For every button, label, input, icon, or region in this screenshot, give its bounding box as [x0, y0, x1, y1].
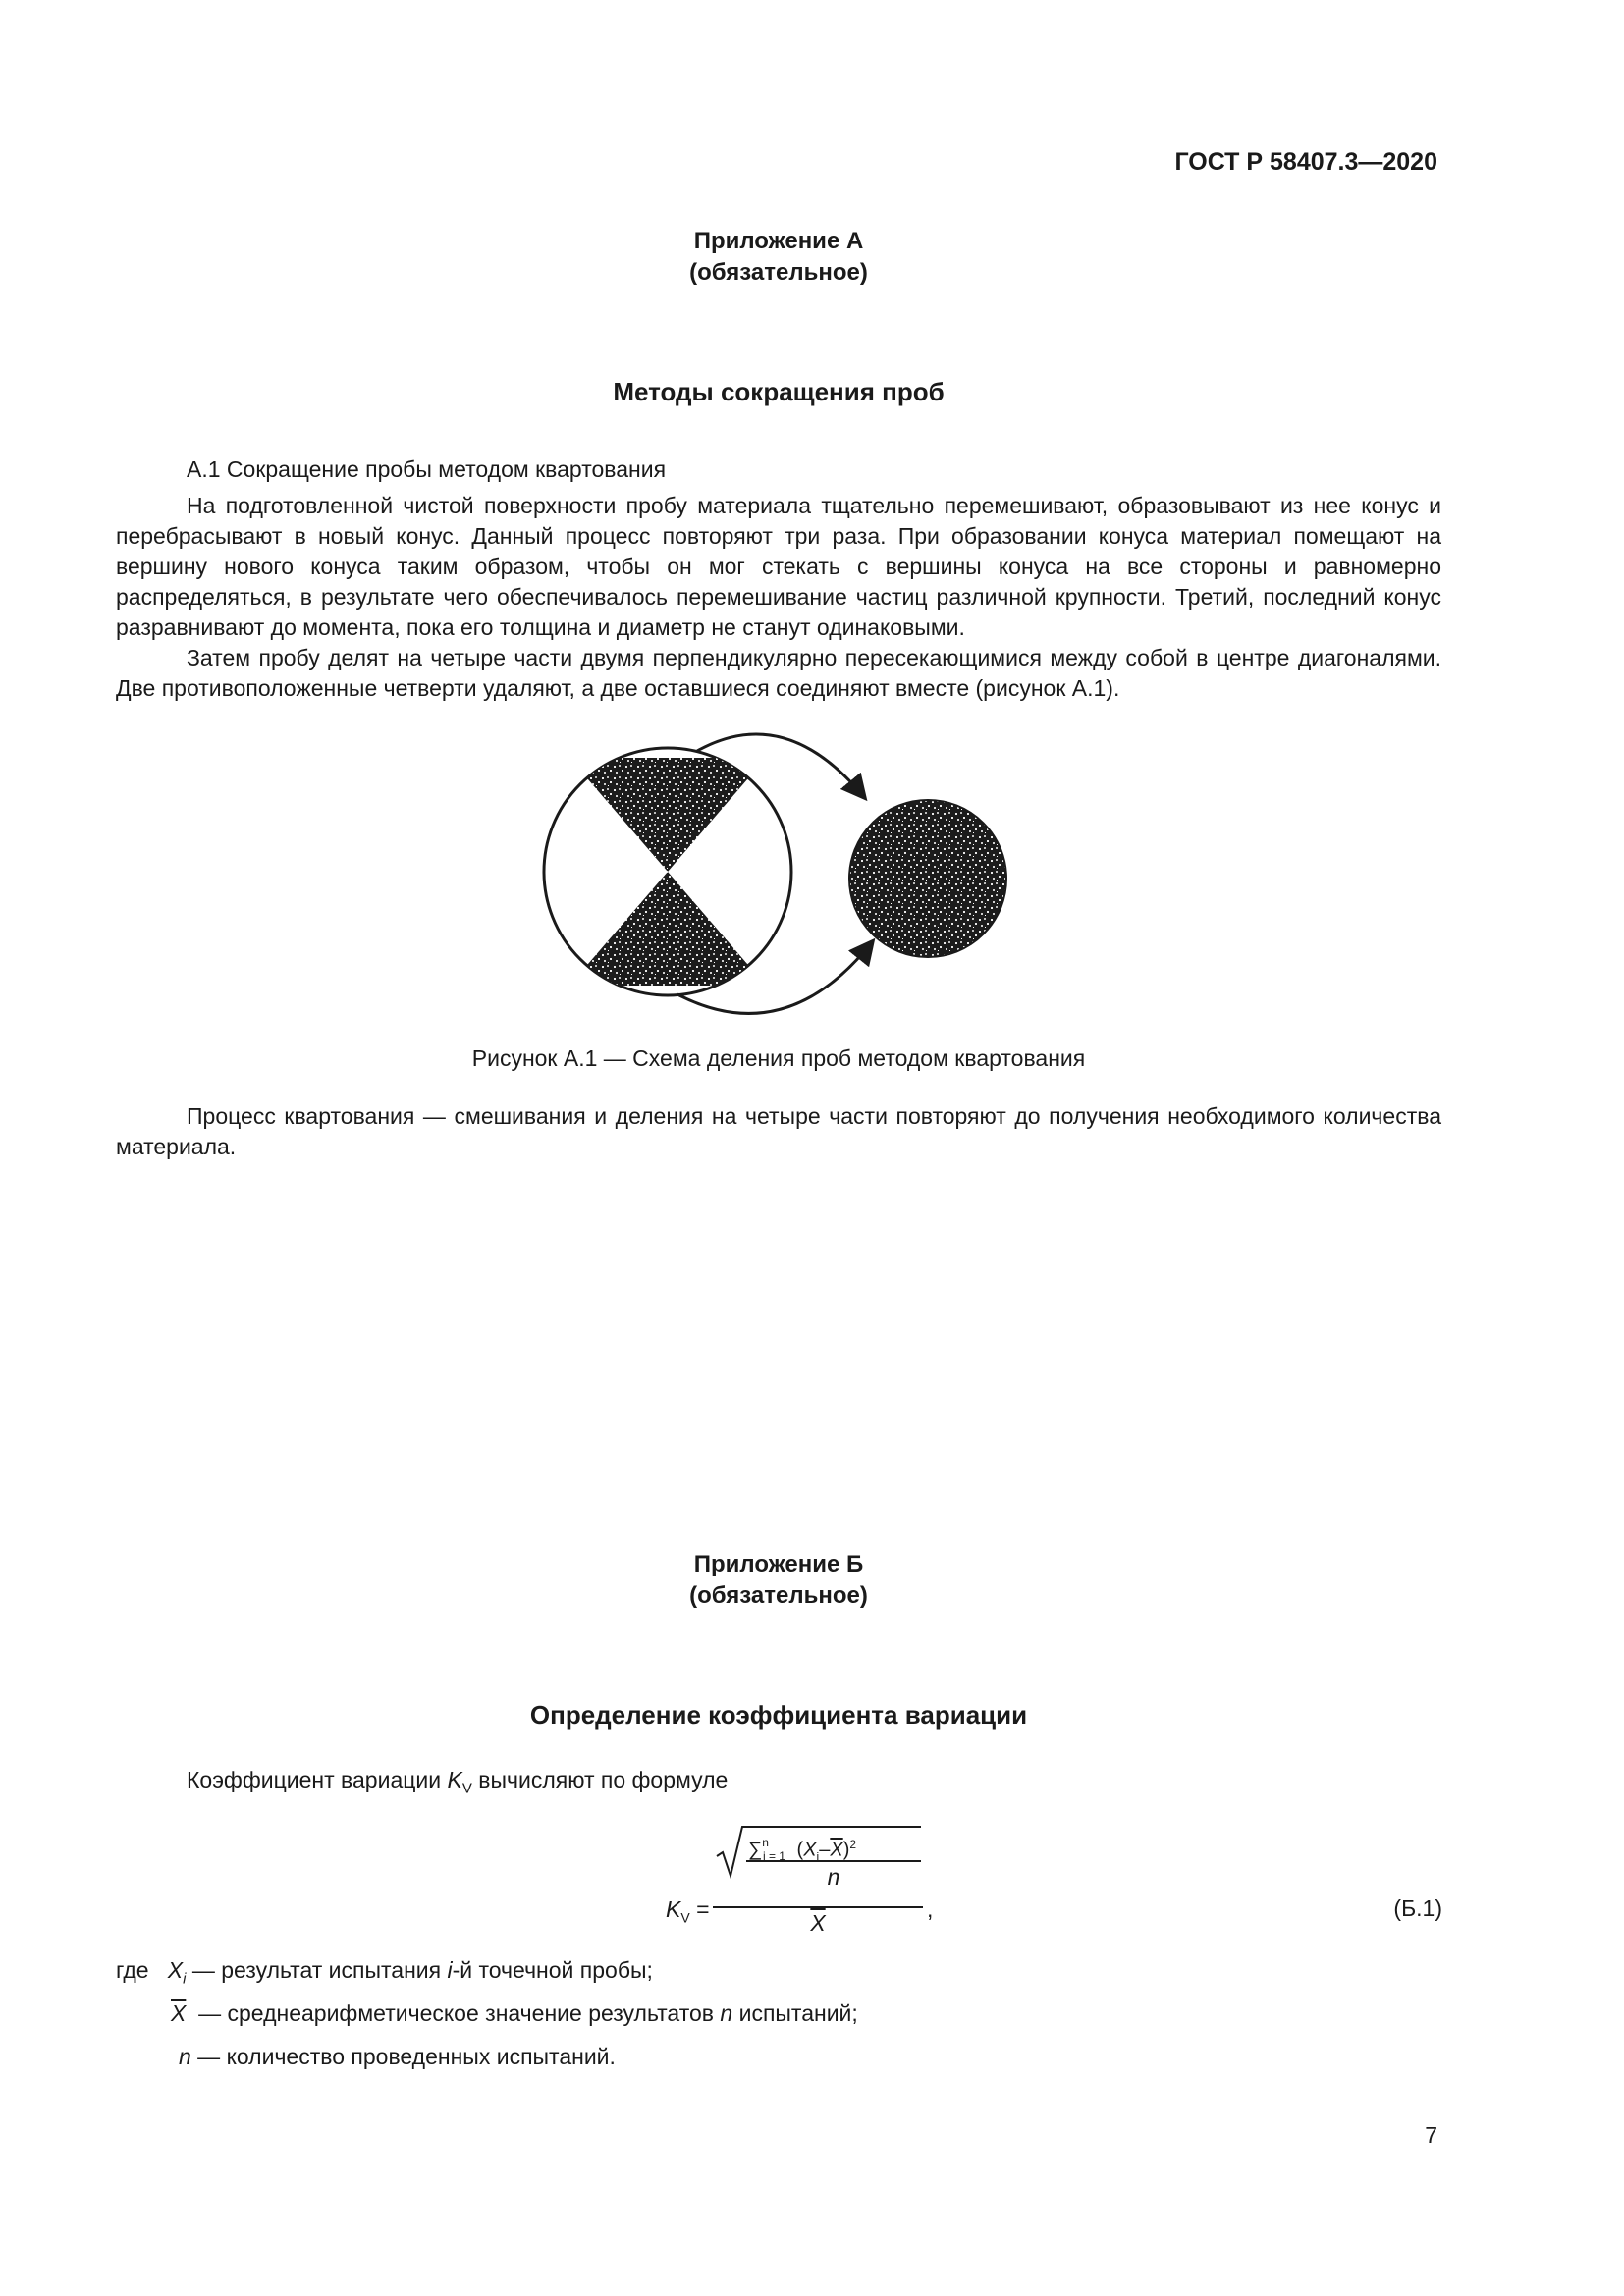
outer-denominator-symbol: $\overline{X}$ — [810, 1910, 826, 1936]
figure-caption: Рисунок А.1 — Схема деления проб методом квартования — [471, 1045, 1086, 1071]
formula-b1 — [628, 1821, 934, 1939]
annex-b-label: Приложение Б — [693, 1551, 864, 1577]
xbar-symbol: $\overline{X}$ — [830, 1839, 843, 1861]
where-item-xi — [116, 1955, 653, 1995]
xbar-def-symbol: $\overline{X}$ — [171, 2001, 187, 2026]
open-paren: ( — [796, 1839, 804, 1861]
xi-subscript: i — [816, 1849, 820, 1864]
xi-def-text: — результат испытания — [186, 1957, 448, 1983]
intro-symbol: K — [447, 1767, 462, 1792]
lhs-symbol: K — [666, 1896, 681, 1922]
equals-sign: = — [696, 1896, 710, 1922]
xbar-def-text: — среднеарифметическое значение результатов — [191, 2001, 721, 2026]
formula-lhs — [666, 1895, 710, 1934]
standard-code: ГОСТ Р 58407.3—2020 — [1174, 148, 1437, 176]
annex-a-label: Приложение А — [693, 228, 864, 254]
where-item-xbar — [171, 1999, 858, 2029]
where-item-n — [179, 2042, 616, 2072]
power-exponent: 2 — [849, 1838, 857, 1851]
paragraph-quartering: Затем пробу делят на четыре части двумя перпендикулярно пересекающимися между собой в центре диагоналями. Две противоположенные четверти удаляют, а две оставшиеся соединяют вместе (рисунок А.1). — [116, 645, 1441, 701]
xi-def-italic: i — [447, 1957, 453, 1983]
annex-a-status: (обязательное) — [689, 259, 868, 286]
annex-a-body — [116, 491, 1441, 704]
combined-sample-circle — [849, 800, 1006, 957]
sum-symbol: ∑ — [748, 1839, 763, 1861]
minus-sign: – — [819, 1839, 831, 1861]
inner-denominator — [746, 1862, 921, 1893]
formula-intro — [187, 1765, 728, 1804]
xi-def-subscript: i — [183, 1970, 187, 1988]
n-def-symbol: n — [179, 2044, 191, 2069]
sum-upper-limit: n — [762, 1835, 769, 1849]
outer-denominator — [713, 1908, 923, 1939]
annex-b-status: (обязательное) — [689, 1582, 868, 1609]
annex-b-title: Определение коэффициента вариации — [529, 1700, 1028, 1730]
xi-def-text-after: -й точечной пробы; — [452, 1957, 653, 1983]
inner-denominator-symbol: n — [827, 1864, 840, 1890]
paragraph-closing: Процесс квартования — смешивания и деления на четыре части повторяют до получения необходимого количества материала. — [116, 1103, 1441, 1159]
sum-lower-limit: i = 1 — [762, 1848, 785, 1863]
xi-symbol: X — [803, 1839, 817, 1861]
close-paren: ) — [842, 1839, 850, 1861]
equation-number: (Б.1) — [1393, 1896, 1442, 1921]
xbar-def-italic: n — [720, 2001, 733, 2026]
page-number: 7 — [1425, 2122, 1437, 2148]
subsection-a1-heading: А.1 Сокращение пробы методом квартования — [187, 456, 667, 482]
annex-a-title: Методы сокращения проб — [613, 377, 945, 406]
intro-suffix: вычисляют по формуле — [471, 1767, 729, 1792]
where-word: где — [116, 1957, 149, 1983]
lhs-subscript: V — [680, 1909, 690, 1926]
formula-comma: , — [927, 1896, 934, 1922]
annex-a-closing — [116, 1101, 1441, 1162]
xbar-def-text-after: испытаний; — [732, 2001, 858, 2026]
quartering-diagram — [530, 717, 1041, 1031]
paragraph-coning: На подготовленной чистой поверхности пробу материала тщательно перемешивают, образовывают из нее конус и перебрасывают в новый конус. Данный процесс повторяют три раза. При образовании конуса материал помещают на вершину нового конуса таким образом, чтобы он мог стекать с вершины конуса на все стороны и равномерно распределяться, в результате чего обеспечивалось перемешивание частиц различной крупности. Третий, последний конус разравнивают до момента, пока его толщина и диаметр не станут одинаковыми. — [116, 493, 1441, 640]
xi-def-symbol: X — [167, 1957, 184, 1983]
intro-subscript: V — [461, 1780, 472, 1797]
intro-text: Коэффициент вариации — [187, 1767, 448, 1792]
n-def-text: — количество проведенных испытаний. — [190, 2044, 616, 2069]
